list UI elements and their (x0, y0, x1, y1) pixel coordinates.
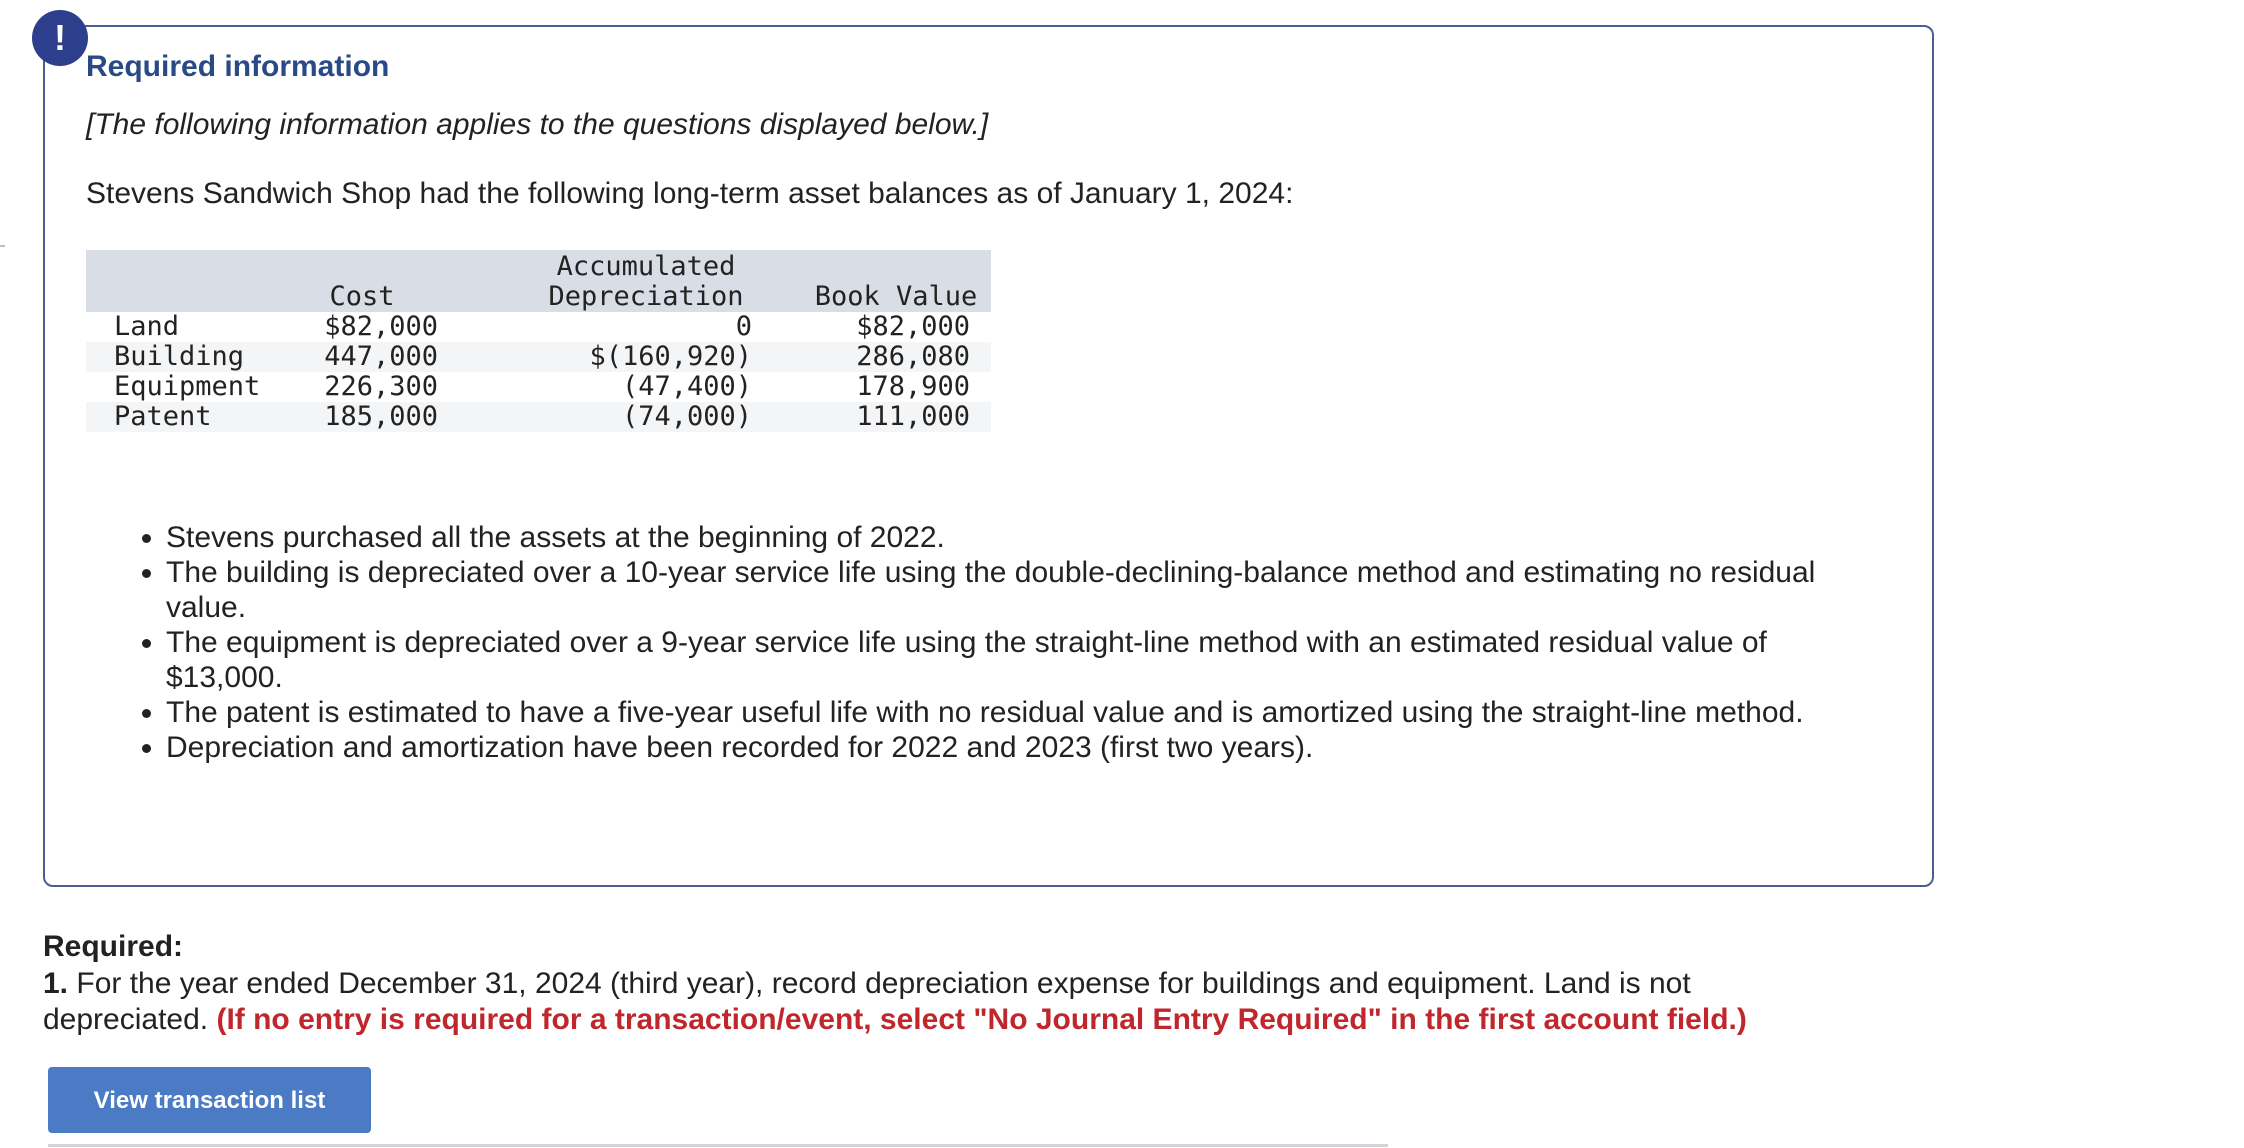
asset-balance-table (86, 250, 991, 432)
assumption-list (128, 520, 1886, 765)
row-asset-name: Equipment (114, 371, 261, 402)
row-book-value: $82,000 (856, 311, 970, 342)
list-item: • The patent is estimated to have a five-year useful life with no residual value and is amortized using the straight-line method. (166, 695, 1886, 730)
row-cost: $82,000 (324, 311, 438, 342)
table-row (86, 312, 991, 342)
row-book-value: 111,000 (856, 401, 970, 432)
list-item: • The building is depreciated over a 10-year service life using the double-declining-balance method and estimating no residual value. (166, 555, 1886, 625)
section-divider (48, 1144, 1388, 1147)
table-row (86, 372, 991, 402)
row-accumulated-depreciation: 0 (735, 311, 752, 342)
question-body: For the year ended December 31, 2024 (third year), record depreciation expense for buildings and equipment. Land is not depreciated. (43, 967, 1691, 1036)
intro-text: Stevens Sandwich Shop had the following long-term asset balances as of January 1, 2024: (86, 177, 1294, 210)
row-cost: 447,000 (324, 341, 438, 372)
row-accumulated-depreciation: (47,400) (621, 371, 752, 402)
required-label: Required: (43, 930, 184, 963)
row-book-value: 178,900 (856, 371, 970, 402)
edge-mark (0, 245, 5, 247)
alert-icon: ! (32, 10, 88, 66)
table-row (86, 402, 991, 432)
question-number: 1. (43, 967, 69, 1000)
row-cost: 185,000 (324, 401, 438, 432)
row-accumulated-depreciation: (74,000) (621, 401, 752, 432)
table-row (86, 342, 991, 372)
header-book-value: Book Value (814, 281, 978, 312)
table-header (86, 250, 991, 312)
row-asset-name: Land (114, 311, 180, 342)
view-transaction-list-button[interactable]: View transaction list (48, 1067, 371, 1133)
list-item: • Stevens purchased all the assets at the beginning of 2022. (166, 520, 1886, 555)
header-accumulated: Accumulated (556, 251, 736, 282)
header-depreciation: Depreciation (548, 281, 744, 312)
list-item: • The equipment is depreciated over a 9-year service life using the straight-line method with an estimated residual value of $13,000. (166, 625, 1886, 695)
list-item: • Depreciation and amortization have been recorded for 2022 and 2023 (first two years). (166, 730, 1886, 765)
row-asset-name: Building (114, 341, 245, 372)
header-cost: Cost (329, 281, 395, 312)
row-cost: 226,300 (324, 371, 438, 402)
row-book-value: 286,080 (856, 341, 970, 372)
row-accumulated-depreciation: $(160,920) (589, 341, 752, 372)
question-text (43, 966, 1863, 1038)
required-information-title: Required information (86, 50, 390, 83)
row-asset-name: Patent (114, 401, 212, 432)
question-instruction: (If no entry is required for a transaction/event, select "No Journal Entry Required" in the first account field.) (216, 1003, 1747, 1036)
applies-note: [The following information applies to the questions displayed below.] (86, 108, 989, 141)
